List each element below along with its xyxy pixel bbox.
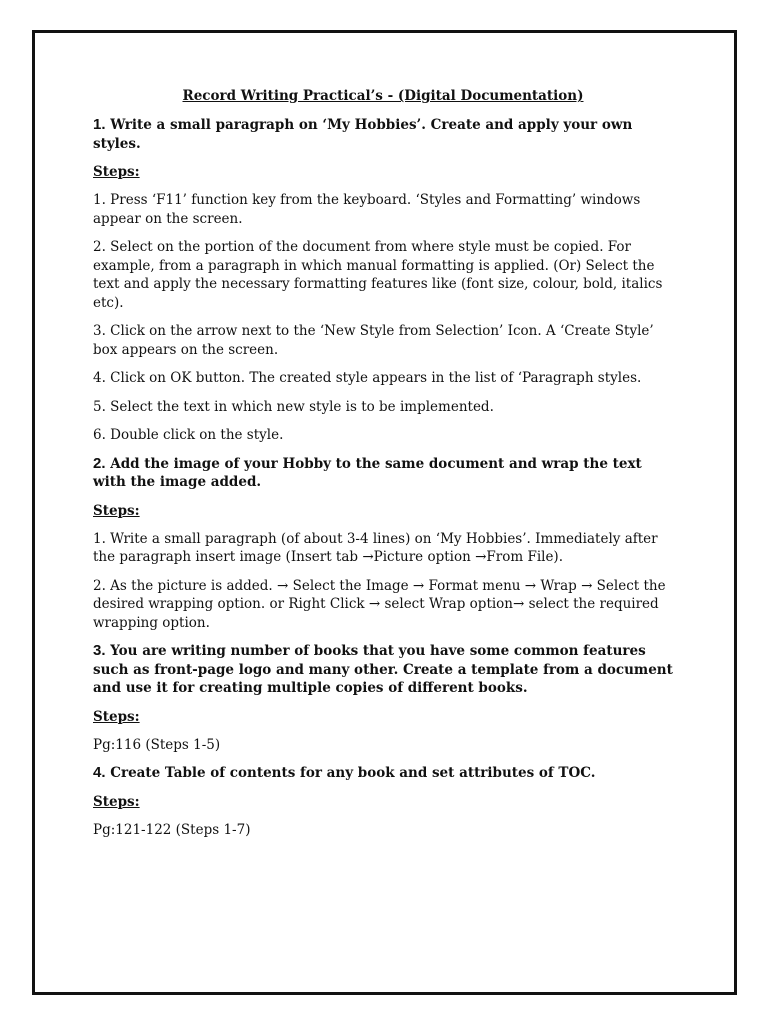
step-text: 4. Click on OK button. The created style appears in the list of ‘Paragraph styles.	[93, 370, 642, 386]
question-1	[93, 116, 673, 153]
step-text: 2. Select on the portion of the document from where style must be copied. For example, from a paragraph in which manual formatting is applied. (Or) Select the text and apply the necessary formatting features like (font size, colour, bold, italics etc).	[93, 239, 663, 311]
step-text: 2. As the picture is added. → Select the Image → Format menu → Wrap → Select the desired wrapping option. or Right Click → select Wrap option→ select the required wrapping option.	[93, 577, 666, 631]
question-text: You are writing number of books that you have some common features such as front-page logo and many other. Create a template from a document and use it for creating multiple copies of different books.	[93, 643, 673, 696]
step-text: 3. Click on the arrow next to the ‘New Style from Selection’ Icon. A ‘Create Style’ box appears on the screen.	[93, 323, 654, 358]
step-text: 5. Select the text in which new style is to be implemented.	[93, 398, 494, 415]
step-text: 1. Press ‘F11’ function key from the keyboard. ‘Styles and Formatting’ windows appear on the screen.	[93, 192, 641, 227]
section-3	[93, 642, 673, 754]
step-text: 6. Double click on the style.	[93, 427, 284, 443]
step-text: 1. Write a small paragraph (of about 3-4 lines) on ‘My Hobbies’. Immediately after the paragraph insert image (Insert tab →Picture option →From File).	[93, 530, 658, 565]
question-number: 2.	[93, 454, 106, 472]
question-number: 1.	[93, 116, 106, 133]
section-2	[93, 455, 673, 633]
steps-heading: Steps:	[93, 708, 140, 725]
document-body	[93, 86, 673, 849]
question-text: Create Table of contents for any book and set attributes of TOC.	[110, 765, 596, 781]
steps-heading: Steps:	[93, 793, 140, 810]
step-text: Pg:121-122 (Steps 1-7)	[93, 821, 251, 838]
steps-heading: Steps:	[93, 164, 140, 180]
section-4	[93, 764, 673, 839]
step-text: Pg:116 (Steps 1-5)	[93, 736, 221, 753]
question-number: 3.	[93, 642, 106, 659]
question-text: Add the image of your Hobby to the same document and wrap the text with the image added.	[93, 455, 642, 490]
question-4	[93, 764, 673, 783]
question-3	[93, 642, 673, 698]
question-number: 4.	[93, 764, 106, 781]
question-2	[93, 455, 673, 492]
steps-heading: Steps:	[93, 502, 140, 519]
document-title: Record Writing Practical’s - (Digital Documentation)	[182, 88, 584, 104]
question-text: Write a small paragraph on ‘My Hobbies’. Create and apply your own styles.	[93, 117, 633, 152]
section-1	[93, 116, 673, 445]
